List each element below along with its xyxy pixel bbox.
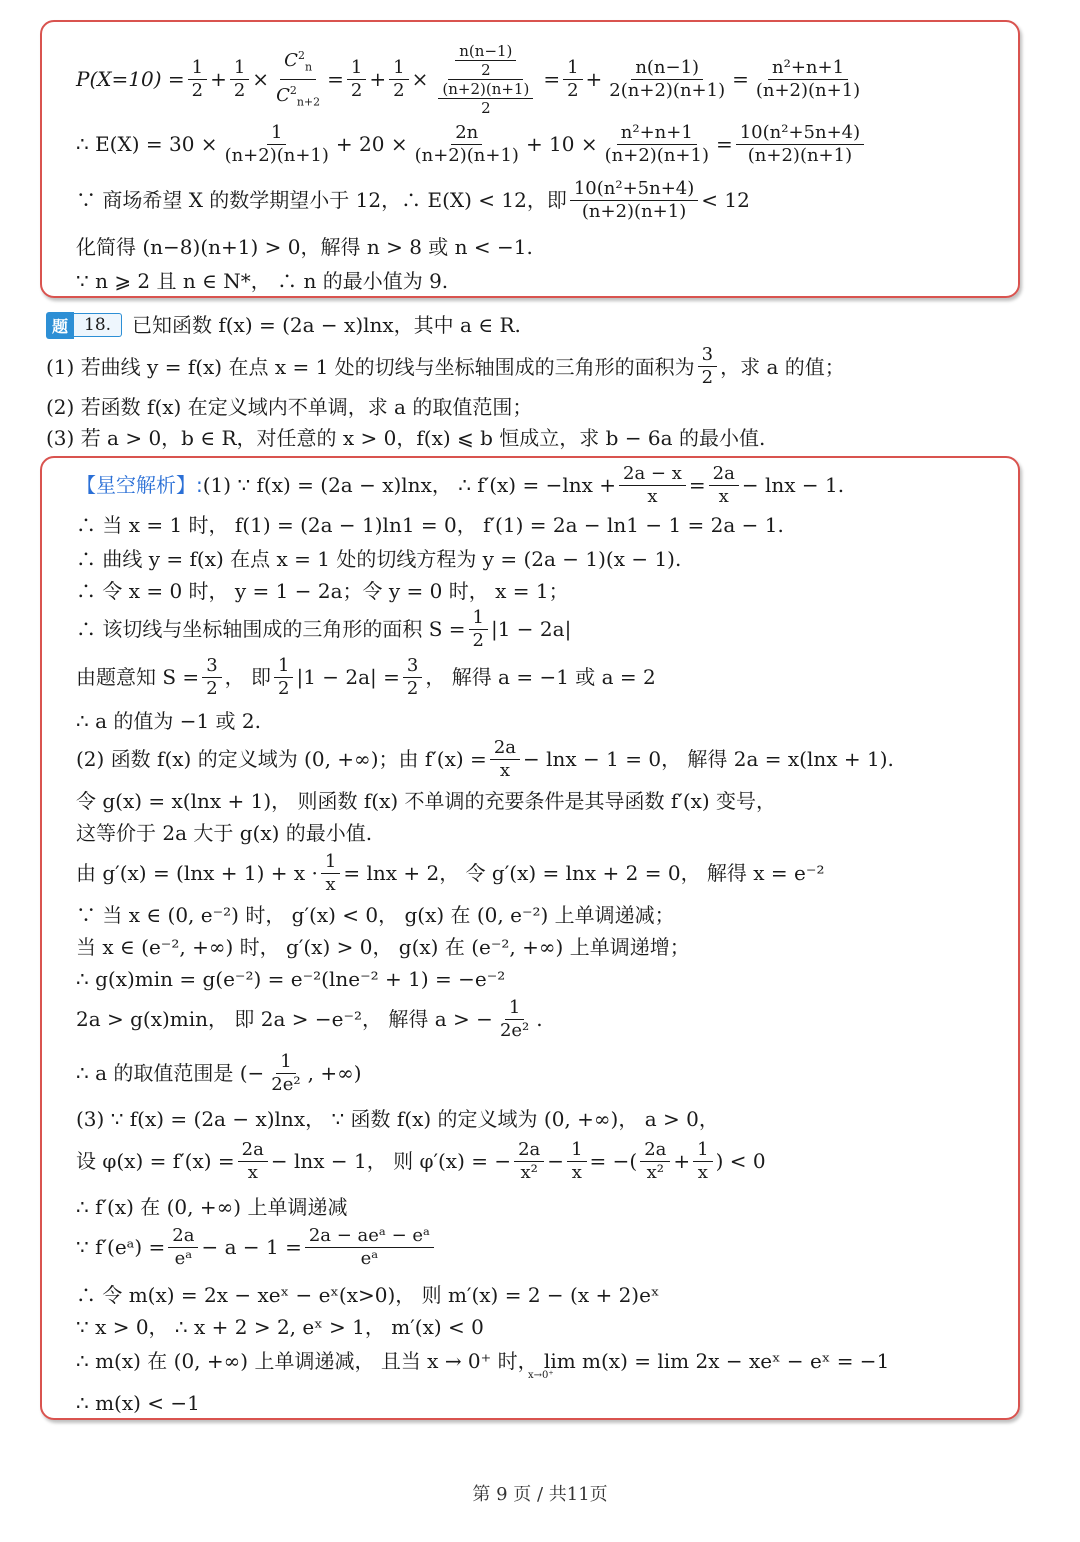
formula-line-5: ∵ n ⩾ 2 且 n ∈ N*， ∴ n 的最小值为 9. [76, 269, 449, 293]
solution-line-20: ∵ f′(eᵃ) = $\frac{2a}{\text{eᵃ}}$ − a − 1 = $\frac{\text{2a − aeᵃ − eᵃ}}{\text{eᵃ}}$ [76, 1224, 437, 1270]
fraction: $\frac{1}{2}$ [274, 655, 293, 700]
fraction: $\frac{2a}{\text{eᵃ}}$ [168, 1225, 198, 1270]
fraction: $\frac{1}{2}$ [469, 607, 488, 652]
question-tag: 题 [46, 312, 74, 339]
solution-line-12: ∵ 当 x ∈ (0, e⁻²) 时， g′(x) < 0， g(x) 在 (0, e⁻²) 上单调递减； [76, 903, 675, 927]
solution-line-22: ∵ x > 0， ∴ x + 2 > 2, eˣ > 1， m′(x) < 0 [76, 1315, 484, 1339]
solution-line-18: 设 φ(x) = f′(x) = $\frac{2a}{x}$ − lnx − 1， 则 φ′(x) = − $\frac{2a}{\text{x²}}$ − $\frac{1}{x}$ = −( $\frac{2a}{\text{x²}}$ + $\frac{1}{x}$ ) < 0 [76, 1138, 766, 1183]
fraction: $\frac{1}{x}$ [321, 851, 340, 896]
question-part-1: (1) 若曲线 y = f(x) 在点 x = 1 处的切线与坐标轴围成的三角形的面积为 $\frac{3}{2}$ ，求 a 的值； [46, 344, 845, 388]
formula-line-4: 化简得 (n−8)(n+1) > 0，解得 n > 8 或 n < −1. [76, 235, 533, 259]
solution-line-2: ∴ 当 x = 1 时， f(1) = (2a − 1)ln1 = 0， f′(1) = 2a − ln1 − 1 = 2a − 1. [76, 513, 784, 537]
solution-line-4: ∴ 令 x = 0 时， y = 1 − 2a；令 y = 0 时， x = 1； [76, 579, 569, 603]
fraction: $\frac{2a}{x}$ [238, 1139, 268, 1184]
page-footer: 第 9 页 / 共11页 [472, 1484, 608, 1505]
fraction: $\frac{3}{2}$ [202, 655, 221, 700]
fraction: $\frac{\text{n²+n+1}}{(n+2)(n+1)}$ [755, 56, 861, 101]
fraction: $\frac{1}{x}$ [567, 1139, 586, 1184]
solution-line-7: ∴ a 的值为 −1 或 2. [76, 709, 261, 733]
expr-p-x10: P(X=10) = [76, 67, 185, 91]
fraction-combination: $\frac{C^2_n}{C^2_{n+2}}$ [272, 45, 324, 113]
solution-line-10: 这等价于 2a 大于 g(x) 的最小值. [76, 821, 373, 845]
fraction: $\frac{3}{2}$ [698, 344, 717, 389]
solution-line-19: ∴ f′(x) 在 (0, +∞) 上单调递减 [76, 1195, 348, 1219]
nested-fraction: $\frac{\frac{n(n-1)}{2}}{\frac{(n+2)(n+1)}{2}}$ [431, 42, 540, 117]
formula-line-3: ∵ 商场希望 X 的数学期望小于 12，∴ E(X) < 12，即 $\frac{\text{10(n²+5n+4)}}{(n+2)(n+1)}$ < 12 [76, 177, 750, 222]
limit-subscript: x→0⁺ [528, 1370, 554, 1381]
solution-line-17: (3) ∵ f(x) = (2a − x)lnx， ∵ 函数 f(x) 的定义域为 (0, +∞)， a > 0， [76, 1107, 719, 1131]
fraction: $\frac{2a - x}{x}$ [619, 463, 686, 508]
fraction: $\frac{1}{(n+2)(n+1)}$ [224, 121, 329, 166]
fraction: $\frac{1}{2}$ [389, 57, 408, 102]
fraction: $\frac{\text{10(n²+5n+4)}}{(n+2)(n+1)}$ [736, 122, 864, 167]
fraction: $\frac{2a}{\text{x²}}$ [640, 1139, 670, 1184]
fraction: $\frac{2a}{x}$ [490, 737, 520, 782]
fraction: $\frac{2n}{(n+2)(n+1)}$ [414, 121, 519, 166]
fraction: $\frac{2a}{x}$ [709, 463, 739, 508]
fraction: $\frac{1}{x}$ [693, 1139, 712, 1184]
fraction: $\frac{1}{2}$ [188, 57, 207, 102]
solution-label: 【星空解析】: [76, 473, 203, 497]
fraction: $\frac{2a}{\text{x²}}$ [514, 1139, 544, 1184]
fraction: $\frac{1}{2}$ [347, 57, 366, 102]
fraction: $\frac{\text{2a − aeᵃ − eᵃ}}{\text{eᵃ}}$ [305, 1225, 434, 1270]
solution-line-16: ∴ a 的取值范围是 (− $\frac{1}{\text{2e²}}$ , +∞) [76, 1050, 362, 1095]
solution-line-3: ∴ 曲线 y = f(x) 在点 x = 1 处的切线方程为 y = (2a − 1)(x − 1). [76, 547, 682, 571]
solution-line-9: 令 g(x) = x(lnx + 1)， 则函数 f(x) 不单调的充要条件是其导函数 f′(x) 变号， [76, 789, 777, 813]
fraction: $\frac{\text{n²+n+1}}{(n+2)(n+1)}$ [604, 121, 709, 166]
solution-line-24: ∴ m(x) < −1 [76, 1391, 200, 1415]
fraction: $\frac{\text{10(n²+5n+4)}}{(n+2)(n+1)}$ [570, 178, 698, 223]
question-part-3: (3) 若 a > 0，b ∈ R，对任意的 x > 0，f(x) ⩽ b 恒成立，求 b − 6a 的最小值. [46, 426, 766, 450]
solution-line-23: ∴ m(x) 在 (0, +∞) 上单调递减， 且当 x → 0⁺ 时， lim m(x) = lim 2x − xeˣ − eˣ = −1 [76, 1349, 890, 1373]
formula-line-1: P(X=10) = $\frac{1}{2}$ + $\frac{1}{2}$ × $\frac{C^2_n}{C^2_{n+2}}$ = $\frac{1}{2}$ + $\frac{1}{2}$ × $\frac{\frac{n(n-1)}{2}}{\frac{(n+2)(n+1)}{2}}$ = $\frac{1}{2}$ + $\frac{n(n-1)}{2(n+2)(n+1)}$ = $\frac{\text{n²+n+1}}{(n+2)(n+1)}$ [76, 44, 867, 114]
solution-line-14: ∴ g(x)min = g(e⁻²) = e⁻²(lne⁻² + 1) = −e⁻² [76, 967, 506, 991]
solution-box [40, 456, 1020, 1420]
solution-line-15: 2a > g(x)min， 即 2a > −e⁻²， 解得 a > − $\frac{1}{\text{2e²}}$ . [76, 996, 543, 1041]
solution-line-13: 当 x ∈ (e⁻², +∞) 时， g′(x) > 0， g(x) 在 (e⁻², +∞) 上单调递增； [76, 935, 690, 959]
fraction: $\frac{3}{2}$ [403, 655, 422, 700]
formula-line-2: ∴ E(X) = 30 × $\frac{1}{(n+2)(n+1)}$ + 20 × $\frac{2n}{(n+2)(n+1)}$ + 10 × $\frac{\text{n²+n+1}}{(n+2)(n+1)}$ = $\frac{\text{10(n²+5n+4)}}{(n+2)(n+1)}$ [76, 118, 867, 170]
solution-line-1: 【星空解析】: (1) ∵ f(x) = (2a − x)lnx， ∴ f′(x) = −lnx + $\frac{2a - x}{x}$ = $\frac{2a}{x}$ − lnx − 1. [76, 462, 845, 507]
question-part-2: (2) 若函数 f(x) 在定义域内不单调，求 a 的取值范围； [46, 395, 533, 419]
question-number-badge [46, 312, 122, 338]
question-number: 18. [74, 313, 122, 337]
solution-line-11: 由 g′(x) = (lnx + 1) + x · $\frac{1}{x}$ = lnx + 2， 令 g′(x) = lnx + 2 = 0， 解得 x = e⁻² [76, 850, 825, 895]
fraction: $\frac{1}{2}$ [563, 57, 582, 102]
question-stem: 已知函数 f(x) = (2a − x)lnx，其中 a ∈ R. [132, 313, 521, 337]
solution-line-8: (2) 函数 f(x) 的定义域为 (0, +∞)；由 f′(x) = $\frac{2a}{x}$ − lnx − 1 = 0， 解得 2a = x(lnx + 1). [76, 736, 894, 781]
solution-line-5: ∴ 该切线与坐标轴围成的三角形的面积 S = $\frac{1}{2}$ |1 − 2a| [76, 606, 572, 651]
fraction: $\frac{1}{2}$ [230, 57, 249, 102]
previous-solution-box [40, 20, 1020, 298]
fraction: $\frac{n(n-1)}{2(n+2)(n+1)}$ [609, 56, 726, 101]
solution-line-21: ∴ 令 m(x) = 2x − xeˣ − eˣ(x>0)， 则 m′(x) = 2 − (x + 2)eˣ [76, 1283, 660, 1307]
fraction: $\frac{1}{\text{2e²}}$ [271, 1050, 301, 1095]
fraction: $\frac{1}{\text{2e²}}$ [499, 996, 530, 1041]
solution-line-6: 由题意知 S = $\frac{3}{2}$ ， 即 $\frac{1}{2}$ |1 − 2a| = $\frac{3}{2}$ ， 解得 a = −1 或 a = 2 [76, 654, 656, 699]
